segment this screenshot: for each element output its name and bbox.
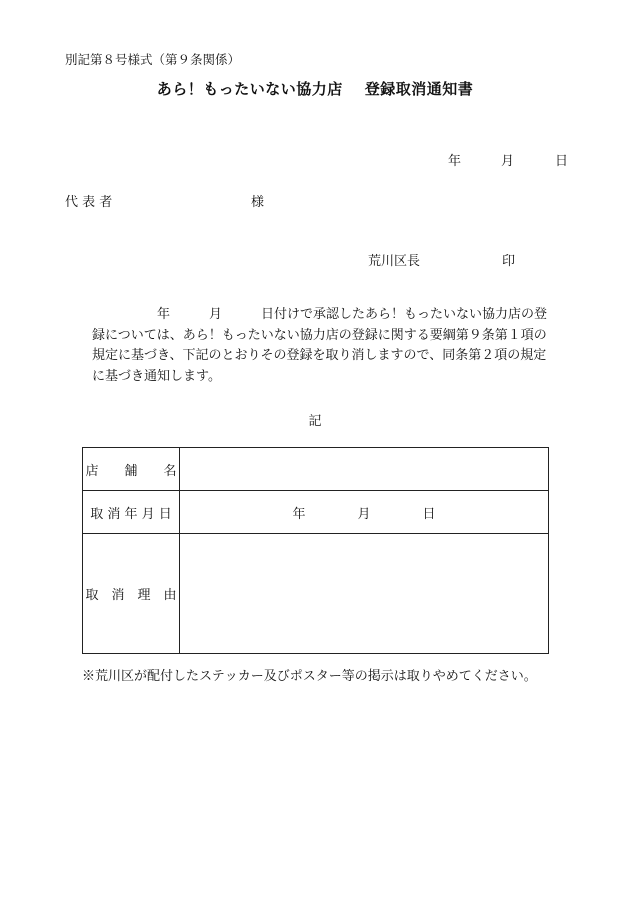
date-day-label: 日 xyxy=(555,154,569,169)
document-title xyxy=(0,78,630,99)
footer-note: ※荒川区が配付したステッカー及びポスター等の掲示は取りやめてください。 xyxy=(82,669,537,684)
store-name-value xyxy=(180,448,549,491)
honorific-label: 様 xyxy=(251,195,265,210)
table-row-store-name xyxy=(83,448,549,491)
notice-body-text: 年 月 日付けで承認したあら！もったいない協力店の登録については、あら！もったいない協力店の登録に関する要綱第９条第１項の規定に基づき、下記のとおりその登録を取り消しますので、同条第２項の規定に基づき通知します。 xyxy=(92,307,548,384)
cancel-date-value: 年 月 日 xyxy=(180,491,549,534)
title-part-1: あら！もったいない協力店 xyxy=(156,80,343,98)
date-year-label: 年 xyxy=(448,154,462,169)
sender-line xyxy=(368,250,516,269)
table-row-cancel-reason xyxy=(83,534,549,654)
form-number: 別記第８号様式（第９条関係） xyxy=(65,52,241,67)
representative-label: 代 表 者 xyxy=(65,195,113,210)
addressee-line xyxy=(65,191,265,210)
sender-name: 荒川区長 xyxy=(368,254,421,269)
store-name-label: 店 舗 名 xyxy=(83,448,180,491)
date-month-label: 月 xyxy=(501,154,515,169)
cancel-reason-label: 取 消 理 由 xyxy=(83,534,180,654)
cancel-date-label: 取 消 年 月 日 xyxy=(83,491,180,534)
seal-label: 印 xyxy=(502,254,516,269)
details-table xyxy=(82,447,549,654)
table-row-cancel-date xyxy=(83,491,549,534)
title-part-2: 登録取消通知書 xyxy=(364,80,474,98)
cancel-reason-value xyxy=(180,534,549,654)
ki-label: 記 xyxy=(308,414,322,429)
